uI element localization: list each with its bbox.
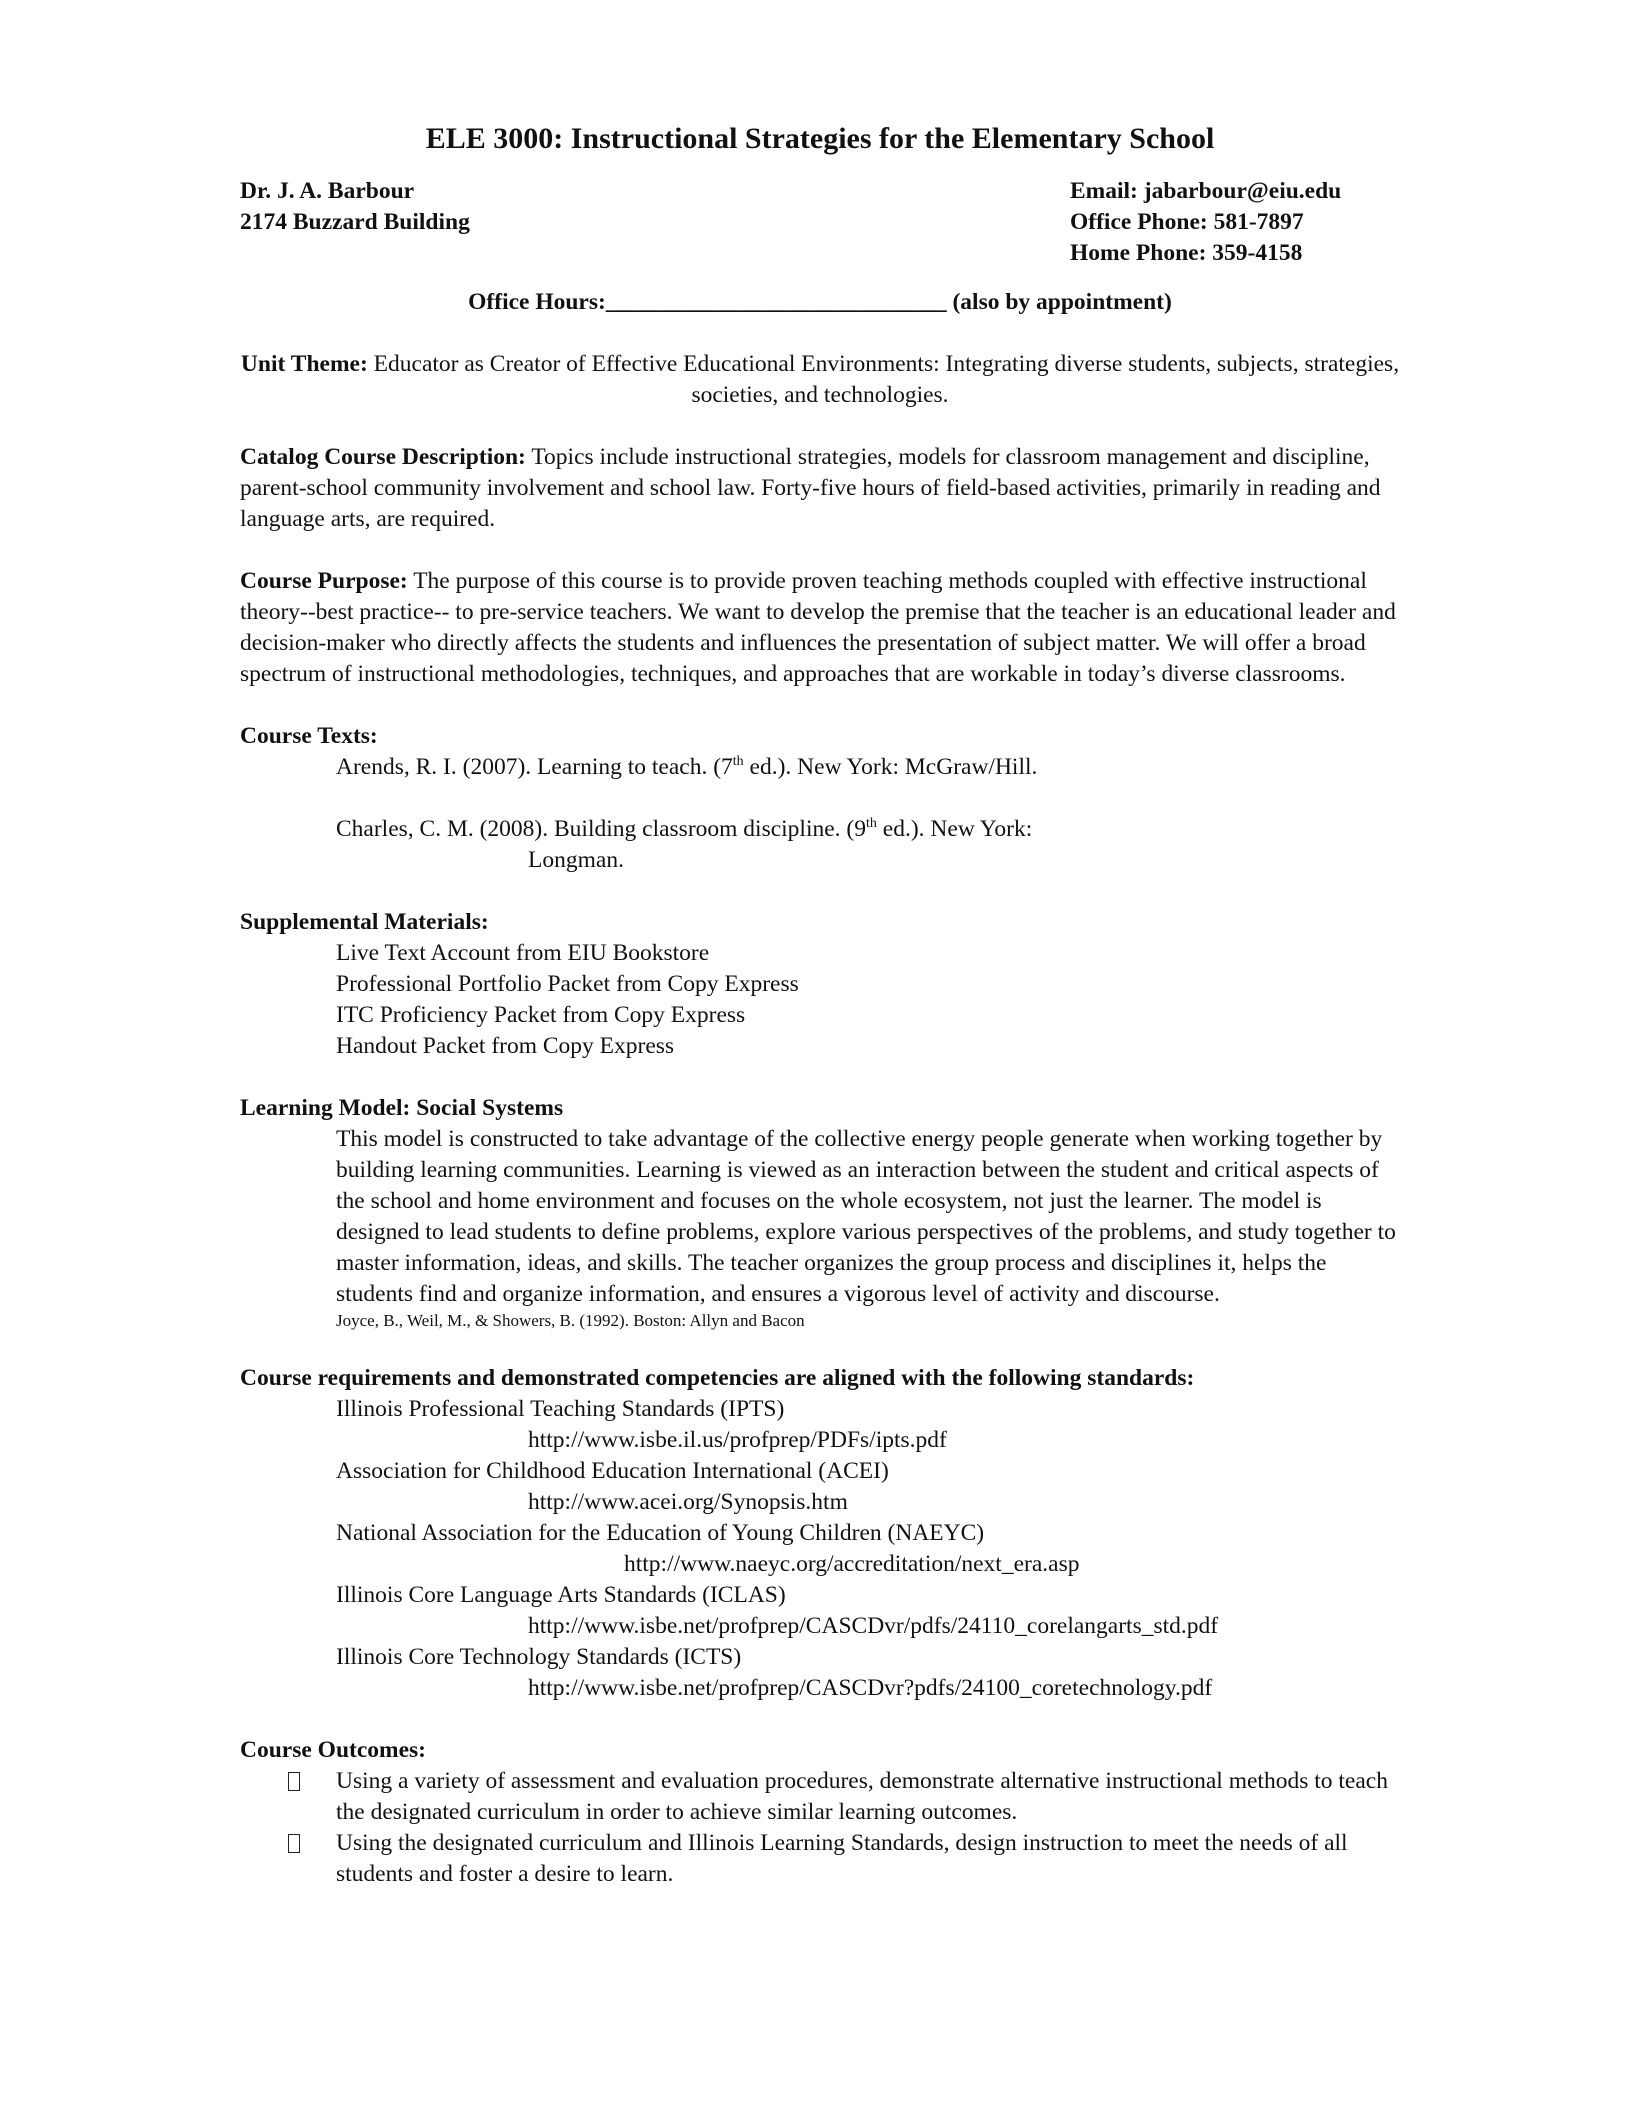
- text-item-continuation: Longman.: [528, 847, 624, 873]
- standard-url[interactable]: http://www.acei.org/Synopsis.htm: [528, 1489, 848, 1515]
- unit-theme-text: Educator as Creator of Effective Educational Environments: Integrating diverse students, subjects, strategies, societies, and technologies.: [367, 351, 1400, 408]
- standards-label: Course requirements and demonstrated competencies are aligned with the following standards:: [240, 1365, 1195, 1391]
- instructor-info: [240, 176, 760, 269]
- instructor-header: [240, 176, 1400, 269]
- supplemental-materials: [240, 907, 1400, 1062]
- learning-model-text: This model is constructed to take advantage of the collective energy people generate when working together by building learning communities. Learning is viewed as an interaction between the student and critical aspects of the school and home environment and focuses on the whole ecosystem, not just the learner. The model is designed to lead students to define problems, explore various perspectives of the problems, and study together to master information, ideas, and skills. The teacher organizes the group process and disciplines it, helps the students find and organize information, and ensures a vigorous level of activity and discourse.: [336, 1126, 1396, 1307]
- learning-model: [240, 1093, 1400, 1332]
- office-hours-note: (also by appointment): [946, 289, 1172, 315]
- outcome-text: Using the designated curriculum and Illinois Learning Standards, design instruction to meet the needs of all students and foster a desire to learn.: [336, 1830, 1348, 1887]
- office-hours-blank: _____________________________: [605, 289, 947, 315]
- office-phone: Office Phone: 581-7897: [1070, 209, 1304, 235]
- list-item: Professional Portfolio Packet from Copy Express: [336, 971, 799, 997]
- document-body: [240, 120, 1400, 1890]
- course-purpose: [240, 566, 1400, 690]
- learning-model-citation: Joyce, B., Weil, M., & Showers, B. (1992). Boston: Allyn and Bacon: [336, 1311, 805, 1330]
- standard-name: Illinois Core Technology Standards (ICTS): [336, 1644, 742, 1670]
- course-title: ELE 3000: Instructional Strategies for the Elementary School: [425, 122, 1215, 155]
- home-phone: Home Phone: 359-4158: [1070, 240, 1303, 266]
- text-item-publisher: ed.). New York: McGraw/Hill.: [743, 754, 1038, 780]
- purpose-text: The purpose of this course is to provide proven teaching methods coupled with effective instructional theory--best practice-- to pre-service teachers. We want to develop the premise that the teacher is an educational leader and decision-maker who directly affects the students and influences the presentation of subject matter. We will offer a broad spectrum of instructional methodologies, techniques, and approaches that are workable in today’s diverse classrooms.: [240, 568, 1396, 687]
- outcome-item: [240, 1766, 1400, 1828]
- unit-theme: [240, 349, 1400, 411]
- standards-section: [240, 1363, 1400, 1704]
- list-item: Live Text Account from EIU Bookstore: [336, 940, 710, 966]
- text-item: [240, 814, 1400, 845]
- course-texts: [240, 721, 1400, 876]
- course-texts-label: Course Texts:: [240, 723, 378, 749]
- office-hours-label: Office Hours:: [468, 289, 606, 315]
- text-item-citation: Arends, R. I. (2007). Learning to teach. (7: [336, 754, 733, 780]
- text-item: [240, 752, 1400, 783]
- standard-url[interactable]: http://www.isbe.il.us/profprep/PDFs/ipts.pdf: [528, 1427, 947, 1453]
- outcome-text: Using a variety of assessment and evaluation procedures, demonstrate alternative instructional methods to teach the designated curriculum in order to achieve similar learning outcomes.: [336, 1768, 1388, 1825]
- standard-url[interactable]: http://www.isbe.net/profprep/CASCDvr?pdfs/24100_coretechnology.pdf: [528, 1675, 1213, 1701]
- supplemental-label: Supplemental Materials:: [240, 909, 489, 935]
- learning-model-label: Learning Model: Social Systems: [240, 1095, 564, 1121]
- standard-name: Illinois Professional Teaching Standards (IPTS): [336, 1396, 785, 1422]
- bullet-box-icon: [288, 1766, 336, 1828]
- text-item-edition-sup: th: [866, 816, 877, 832]
- instructor-email: Email: jabarbour@eiu.edu: [1070, 178, 1342, 204]
- instructor-name: Dr. J. A. Barbour: [240, 178, 415, 204]
- standard-name: Association for Childhood Education International (ACEI): [336, 1458, 889, 1484]
- unit-theme-label: Unit Theme:: [240, 351, 368, 377]
- catalog-description: [240, 442, 1400, 535]
- purpose-label: Course Purpose:: [240, 568, 408, 594]
- list-item: ITC Proficiency Packet from Copy Express: [336, 1002, 746, 1028]
- text-item-publisher: ed.). New York:: [876, 816, 1033, 842]
- standard-name: National Association for the Education of Young Children (NAEYC): [336, 1520, 985, 1546]
- outcome-item: [240, 1828, 1400, 1890]
- bullet-box-icon: [288, 1828, 336, 1890]
- catalog-label: Catalog Course Description:: [240, 444, 526, 470]
- standard-name: Illinois Core Language Arts Standards (ICLAS): [336, 1582, 786, 1608]
- outcomes-label: Course Outcomes:: [240, 1737, 427, 1763]
- office-hours: [240, 287, 1400, 318]
- instructor-contact: [1070, 176, 1400, 269]
- course-outcomes: [240, 1735, 1400, 1890]
- catalog-text: Topics include instructional strategies, models for classroom management and discipline, parent-school community involvement and school law. Forty-five hours of field-based activities, primarily in reading and language arts, are required.: [240, 444, 1381, 532]
- text-item-edition-sup: th: [732, 754, 744, 770]
- standard-url[interactable]: http://www.isbe.net/profprep/CASCDvr/pdfs/24110_corelangarts_std.pdf: [528, 1613, 1219, 1639]
- standard-url[interactable]: http://www.naeyc.org/accreditation/next_era.asp: [624, 1551, 1080, 1577]
- text-item-citation: Charles, C. M. (2008). Building classroom discipline. (9: [336, 816, 867, 842]
- instructor-office: 2174 Buzzard Building: [240, 209, 470, 235]
- spacer: [240, 783, 1400, 814]
- list-item: Handout Packet from Copy Express: [336, 1033, 675, 1059]
